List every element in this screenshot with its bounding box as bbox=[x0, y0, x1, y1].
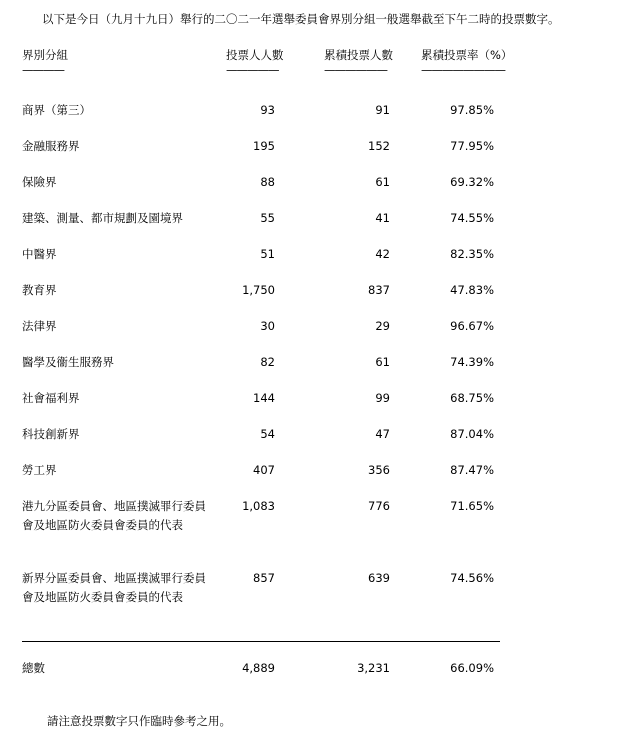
rate-value: 68.75% bbox=[450, 391, 494, 405]
rate-value: 69.32% bbox=[450, 175, 494, 189]
cumulative-value: 356 bbox=[368, 463, 390, 477]
sector-name: 港九分區委員會、地區撲滅罪行委員會及地區防火委員會委員的代表 bbox=[22, 499, 206, 532]
sector-name: 法律界 bbox=[22, 319, 57, 333]
header-voters-underline: ————— bbox=[226, 63, 279, 77]
total-divider bbox=[22, 641, 500, 642]
header-cumulative: 累積投票人數 bbox=[324, 48, 393, 62]
header-rate-underline: ———————— bbox=[421, 63, 505, 77]
sector-name: 醫學及衞生服務界 bbox=[22, 355, 114, 369]
sector-name: 新界分區委員會、地區撲滅罪行委員會及地區防火委員會委員的代表 bbox=[22, 571, 206, 604]
voters-value: 30 bbox=[260, 319, 275, 333]
total-label: 總數 bbox=[22, 661, 45, 675]
voters-value: 55 bbox=[260, 211, 275, 225]
voters-value: 1,083 bbox=[242, 499, 275, 513]
total-rate: 66.09% bbox=[450, 661, 494, 675]
sector-name: 科技創新界 bbox=[22, 427, 80, 441]
rate-value: 74.56% bbox=[450, 571, 494, 585]
rate-value: 74.39% bbox=[450, 355, 494, 369]
header-voters: 投票人人數 bbox=[226, 48, 284, 62]
footnote: 請注意投票數字只作臨時參考之用。 bbox=[47, 714, 231, 728]
voters-value: 93 bbox=[260, 103, 275, 117]
rate-value: 47.83% bbox=[450, 283, 494, 297]
voters-value: 195 bbox=[253, 139, 275, 153]
cumulative-value: 152 bbox=[368, 139, 390, 153]
voters-value: 1,750 bbox=[242, 283, 275, 297]
voters-value: 54 bbox=[260, 427, 275, 441]
voters-value: 88 bbox=[260, 175, 275, 189]
cumulative-value: 61 bbox=[375, 355, 390, 369]
cumulative-value: 639 bbox=[368, 571, 390, 585]
voters-value: 144 bbox=[253, 391, 275, 405]
sector-name: 建築、測量、都市規劃及園境界 bbox=[22, 211, 183, 225]
rate-value: 97.85% bbox=[450, 103, 494, 117]
sector-name: 金融服務界 bbox=[22, 139, 80, 153]
cumulative-value: 61 bbox=[375, 175, 390, 189]
cumulative-value: 837 bbox=[368, 283, 390, 297]
cumulative-value: 41 bbox=[375, 211, 390, 225]
sector-name: 商界（第三） bbox=[22, 103, 91, 117]
rate-value: 74.55% bbox=[450, 211, 494, 225]
rate-value: 87.47% bbox=[450, 463, 494, 477]
rate-value: 82.35% bbox=[450, 247, 494, 261]
cumulative-value: 29 bbox=[375, 319, 390, 333]
voters-value: 82 bbox=[260, 355, 275, 369]
rate-value: 96.67% bbox=[450, 319, 494, 333]
sector-name: 保險界 bbox=[22, 175, 57, 189]
cumulative-value: 42 bbox=[375, 247, 390, 261]
voters-value: 407 bbox=[253, 463, 275, 477]
total-voters: 4,889 bbox=[242, 661, 275, 675]
cumulative-value: 776 bbox=[368, 499, 390, 513]
cumulative-value: 91 bbox=[375, 103, 390, 117]
total-cumulative: 3,231 bbox=[357, 661, 390, 675]
sector-name: 教育界 bbox=[22, 283, 57, 297]
intro-text: 以下是今日（九月十九日）舉行的二〇二一年選舉委員會界別分組一般選舉截至下午二時的投票數字。 bbox=[42, 12, 560, 26]
header-cumulative-underline: —————— bbox=[324, 63, 387, 77]
sector-name: 社會福利界 bbox=[22, 391, 80, 405]
header-rate: 累積投票率（%） bbox=[421, 48, 513, 62]
sector-name: 中醫界 bbox=[22, 247, 57, 261]
header-sector-underline: ———— bbox=[22, 63, 64, 77]
voters-value: 51 bbox=[260, 247, 275, 261]
cumulative-value: 99 bbox=[375, 391, 390, 405]
cumulative-value: 47 bbox=[375, 427, 390, 441]
rate-value: 71.65% bbox=[450, 499, 494, 513]
header-sector: 界別分組 bbox=[22, 48, 68, 62]
sector-name: 勞工界 bbox=[22, 463, 57, 477]
rate-value: 77.95% bbox=[450, 139, 494, 153]
rate-value: 87.04% bbox=[450, 427, 494, 441]
voters-value: 857 bbox=[253, 571, 275, 585]
